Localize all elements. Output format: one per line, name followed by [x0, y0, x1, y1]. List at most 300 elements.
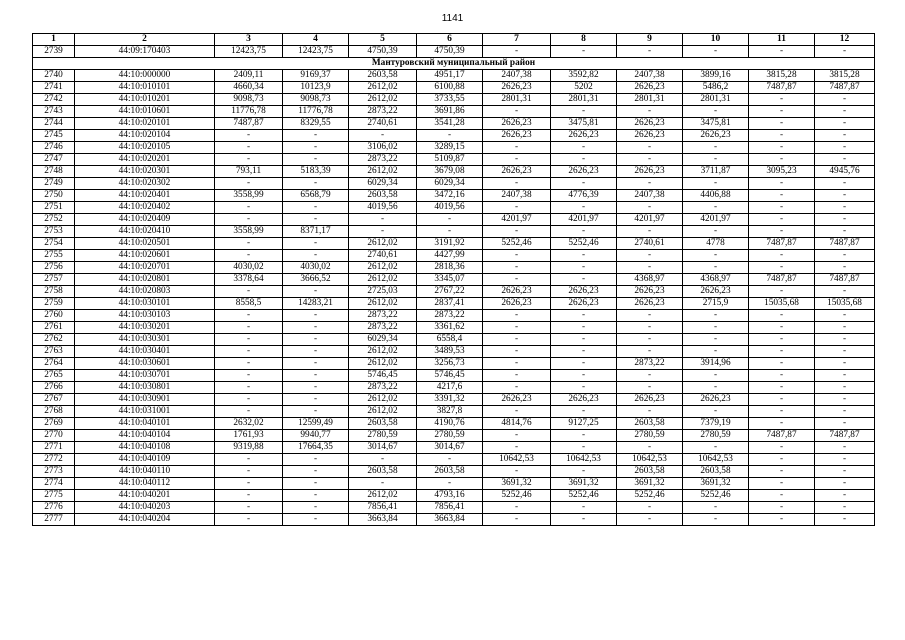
- table-cell: -: [483, 178, 551, 190]
- table-cell: 44:10:020601: [75, 250, 215, 262]
- table-cell: 2754: [33, 238, 75, 250]
- table-cell: 3815,28: [815, 70, 875, 82]
- table-cell: -: [551, 466, 617, 478]
- table-cell: -: [617, 202, 683, 214]
- table-cell: -: [749, 142, 815, 154]
- table-cell: 44:09:170403: [75, 46, 215, 58]
- table-cell: -: [683, 514, 749, 526]
- table-cell: -: [815, 190, 875, 202]
- table-cell: 4750,39: [349, 46, 417, 58]
- table-cell: 2801,31: [483, 94, 551, 106]
- table-cell: -: [483, 202, 551, 214]
- table-cell: 2612,02: [349, 394, 417, 406]
- table-cell: 44:10:040110: [75, 466, 215, 478]
- table-cell: 7487,87: [215, 118, 283, 130]
- table-cell: -: [417, 454, 483, 466]
- table-cell: 4776,39: [551, 190, 617, 202]
- table-cell: -: [215, 466, 283, 478]
- table-cell: 5252,46: [483, 238, 551, 250]
- table-cell: 2626,23: [683, 286, 749, 298]
- table-cell: -: [483, 430, 551, 442]
- table-cell: -: [483, 142, 551, 154]
- table-cell: 2740,61: [617, 238, 683, 250]
- table-row: [33, 142, 875, 154]
- table-cell: -: [815, 250, 875, 262]
- table-cell: 2750: [33, 190, 75, 202]
- table-cell: 3558,99: [215, 226, 283, 238]
- table-cell: 2764: [33, 358, 75, 370]
- table-cell: 3666,52: [283, 274, 349, 286]
- table-cell: 6100,88: [417, 82, 483, 94]
- table-cell: 44:10:020401: [75, 190, 215, 202]
- table-row: [33, 154, 875, 166]
- table-cell: 4778: [683, 238, 749, 250]
- table-cell: 3014,67: [349, 442, 417, 454]
- table-cell: -: [749, 358, 815, 370]
- table-cell: 4951,17: [417, 70, 483, 82]
- table-cell: 3541,28: [417, 118, 483, 130]
- table-cell: -: [815, 442, 875, 454]
- table-cell: -: [749, 502, 815, 514]
- table-cell: 793,11: [215, 166, 283, 178]
- table-cell: -: [683, 262, 749, 274]
- table-cell: 2407,38: [617, 190, 683, 202]
- table-cell: -: [749, 310, 815, 322]
- table-row: [33, 202, 875, 214]
- table-cell: 2745: [33, 130, 75, 142]
- table-cell: -: [815, 214, 875, 226]
- table-cell: 15035,68: [815, 298, 875, 310]
- table-cell: 2761: [33, 322, 75, 334]
- table-cell: 44:10:020402: [75, 202, 215, 214]
- table-cell: 7487,87: [749, 430, 815, 442]
- table-cell: 44:10:040201: [75, 490, 215, 502]
- column-header: 10: [683, 34, 749, 46]
- table-cell: -: [749, 214, 815, 226]
- table-cell: -: [283, 334, 349, 346]
- table-cell: -: [215, 154, 283, 166]
- table-cell: 2612,02: [349, 82, 417, 94]
- table-cell: -: [349, 214, 417, 226]
- table-cell: -: [349, 454, 417, 466]
- table-row: [33, 478, 875, 490]
- table-cell: -: [417, 226, 483, 238]
- table-cell: 2773: [33, 466, 75, 478]
- table-cell: -: [749, 94, 815, 106]
- table-cell: -: [749, 226, 815, 238]
- table-cell: 2632,02: [215, 418, 283, 430]
- table-cell: 3691,32: [483, 478, 551, 490]
- table-row: [33, 106, 875, 118]
- table-cell: 2603,58: [617, 466, 683, 478]
- table-cell: 2766: [33, 382, 75, 394]
- table-cell: -: [283, 286, 349, 298]
- table-cell: 3014,67: [417, 442, 483, 454]
- table-cell: -: [815, 94, 875, 106]
- table-cell: -: [483, 154, 551, 166]
- table-cell: 3489,53: [417, 346, 483, 358]
- table-cell: -: [749, 514, 815, 526]
- table-cell: -: [483, 442, 551, 454]
- table-cell: 4201,97: [483, 214, 551, 226]
- table-cell: 2775: [33, 490, 75, 502]
- table-cell: 2612,02: [349, 274, 417, 286]
- column-header: 4: [283, 34, 349, 46]
- table-cell: 3691,86: [417, 106, 483, 118]
- table-cell: 44:10:030801: [75, 382, 215, 394]
- table-row: [33, 430, 875, 442]
- table-cell: -: [483, 358, 551, 370]
- table-cell: -: [815, 226, 875, 238]
- table-cell: 6029,34: [349, 178, 417, 190]
- table-cell: 3733,55: [417, 94, 483, 106]
- table-cell: 3475,81: [683, 118, 749, 130]
- table-cell: -: [617, 262, 683, 274]
- table-header-row: [33, 34, 875, 46]
- table-cell: -: [283, 322, 349, 334]
- table-cell: 3472,16: [417, 190, 483, 202]
- table-cell: -: [483, 310, 551, 322]
- table-row: [33, 514, 875, 526]
- table-cell: 2603,58: [417, 466, 483, 478]
- table-cell: 44:10:030401: [75, 346, 215, 358]
- table-cell: 2603,58: [349, 70, 417, 82]
- table-row: [33, 178, 875, 190]
- table-row: [33, 370, 875, 382]
- table-row: [33, 130, 875, 142]
- table-cell: 2774: [33, 478, 75, 490]
- table-cell: 4427,99: [417, 250, 483, 262]
- table-cell: -: [617, 106, 683, 118]
- table-cell: 44:10:020701: [75, 262, 215, 274]
- table-cell: -: [215, 310, 283, 322]
- table-cell: 2748: [33, 166, 75, 178]
- table-cell: -: [617, 322, 683, 334]
- table-cell: 2767,22: [417, 286, 483, 298]
- table-cell: 2873,22: [349, 382, 417, 394]
- table-row: [33, 298, 875, 310]
- table-row: [33, 454, 875, 466]
- table-cell: -: [815, 346, 875, 358]
- table-cell: 2603,58: [349, 418, 417, 430]
- table-cell: -: [417, 130, 483, 142]
- table-cell: 3256,73: [417, 358, 483, 370]
- table-body: [33, 46, 875, 526]
- table-cell: -: [215, 490, 283, 502]
- table-cell: 7487,87: [749, 238, 815, 250]
- table-cell: 44:10:030701: [75, 370, 215, 382]
- table-cell: 3815,28: [749, 70, 815, 82]
- table-cell: -: [283, 310, 349, 322]
- table-cell: -: [551, 406, 617, 418]
- table-cell: 44:10:020101: [75, 118, 215, 130]
- table-cell: 44:10:020801: [75, 274, 215, 286]
- table-cell: -: [617, 442, 683, 454]
- table-cell: -: [815, 46, 875, 58]
- table-cell: 10642,53: [617, 454, 683, 466]
- table-row: [33, 394, 875, 406]
- table-cell: 2744: [33, 118, 75, 130]
- table-cell: 2873,22: [417, 310, 483, 322]
- table-cell: -: [215, 142, 283, 154]
- table-cell: -: [617, 370, 683, 382]
- table-cell: 4660,34: [215, 82, 283, 94]
- table-cell: -: [815, 418, 875, 430]
- table-cell: 2873,22: [349, 154, 417, 166]
- table-cell: -: [551, 358, 617, 370]
- table-cell: 2626,23: [483, 298, 551, 310]
- table-cell: 2873,22: [349, 106, 417, 118]
- table-cell: 2626,23: [483, 118, 551, 130]
- table-cell: 9098,73: [283, 94, 349, 106]
- table-cell: 5252,46: [551, 490, 617, 502]
- table-cell: 44:10:020302: [75, 178, 215, 190]
- table-cell: 3558,99: [215, 190, 283, 202]
- table-cell: 2765: [33, 370, 75, 382]
- table-cell: 10642,53: [551, 454, 617, 466]
- table-cell: 8558,5: [215, 298, 283, 310]
- table-cell: 2626,23: [683, 394, 749, 406]
- table-cell: 2780,59: [683, 430, 749, 442]
- table-cell: -: [815, 106, 875, 118]
- table-cell: 2751: [33, 202, 75, 214]
- district-row: [33, 58, 875, 70]
- table-cell: -: [283, 142, 349, 154]
- table-cell: -: [815, 490, 875, 502]
- table-cell: 7487,87: [815, 274, 875, 286]
- table-cell: 2612,02: [349, 406, 417, 418]
- table-row: [33, 418, 875, 430]
- table-cell: 2873,22: [349, 310, 417, 322]
- table-cell: 2747: [33, 154, 75, 166]
- table-cell: -: [551, 274, 617, 286]
- table-cell: 2612,02: [349, 166, 417, 178]
- table-cell: -: [483, 274, 551, 286]
- table-cell: -: [551, 226, 617, 238]
- table-cell: -: [749, 178, 815, 190]
- table-cell: 2777: [33, 514, 75, 526]
- table-cell: 3663,84: [349, 514, 417, 526]
- table-cell: -: [749, 106, 815, 118]
- table-cell: -: [483, 514, 551, 526]
- table-cell: 11776,78: [283, 106, 349, 118]
- table-cell: -: [683, 370, 749, 382]
- table-cell: -: [683, 178, 749, 190]
- table-cell: 5202: [551, 82, 617, 94]
- table-cell: -: [683, 442, 749, 454]
- table-cell: 2626,23: [551, 130, 617, 142]
- table-cell: 44:10:040112: [75, 478, 215, 490]
- table-row: [33, 334, 875, 346]
- table-cell: 4945,76: [815, 166, 875, 178]
- table-cell: 14283,21: [283, 298, 349, 310]
- table-cell: 3679,08: [417, 166, 483, 178]
- table-cell: 17664,35: [283, 442, 349, 454]
- table-cell: 15035,68: [749, 298, 815, 310]
- table-cell: 9098,73: [215, 94, 283, 106]
- table-cell: 3289,15: [417, 142, 483, 154]
- table-cell: -: [483, 382, 551, 394]
- table-cell: 2626,23: [617, 118, 683, 130]
- table-cell: 4030,02: [215, 262, 283, 274]
- table-cell: -: [283, 238, 349, 250]
- table-cell: -: [815, 310, 875, 322]
- table-cell: 2603,58: [349, 466, 417, 478]
- table-cell: -: [683, 334, 749, 346]
- table-cell: -: [283, 202, 349, 214]
- table-cell: 2626,23: [617, 286, 683, 298]
- table-cell: 5252,46: [617, 490, 683, 502]
- table-cell: 5746,45: [349, 370, 417, 382]
- table-cell: -: [483, 322, 551, 334]
- table-cell: -: [215, 514, 283, 526]
- page-number: 1141: [441, 13, 464, 24]
- table-cell: 44:10:040104: [75, 430, 215, 442]
- table-cell: -: [683, 226, 749, 238]
- table-cell: 2818,36: [417, 262, 483, 274]
- table-cell: -: [749, 190, 815, 202]
- table-cell: -: [483, 226, 551, 238]
- table-cell: -: [749, 130, 815, 142]
- table-cell: -: [215, 286, 283, 298]
- table-cell: 4814,76: [483, 418, 551, 430]
- table-cell: -: [815, 478, 875, 490]
- table-cell: -: [617, 142, 683, 154]
- table-cell: 2757: [33, 274, 75, 286]
- table-row: [33, 490, 875, 502]
- table-cell: -: [215, 370, 283, 382]
- table-cell: 7487,87: [815, 430, 875, 442]
- table-cell: -: [617, 310, 683, 322]
- table-cell: 2626,23: [483, 286, 551, 298]
- table-cell: 5252,46: [551, 238, 617, 250]
- table-cell: 44:10:000000: [75, 70, 215, 82]
- table-cell: -: [749, 250, 815, 262]
- table-cell: 2626,23: [483, 82, 551, 94]
- table-cell: -: [815, 454, 875, 466]
- table-cell: -: [551, 346, 617, 358]
- table-cell: 2758: [33, 286, 75, 298]
- table-cell: -: [815, 370, 875, 382]
- table-row: [33, 502, 875, 514]
- table-cell: 4793,16: [417, 490, 483, 502]
- table-cell: -: [215, 394, 283, 406]
- table-cell: -: [815, 130, 875, 142]
- table-cell: 2760: [33, 310, 75, 322]
- table-cell: 4201,97: [617, 214, 683, 226]
- table-cell: 44:10:040203: [75, 502, 215, 514]
- table-row: [33, 382, 875, 394]
- table-cell: 4368,97: [617, 274, 683, 286]
- table-cell: -: [815, 514, 875, 526]
- table-cell: -: [683, 142, 749, 154]
- table-cell: -: [815, 502, 875, 514]
- table-cell: 3691,32: [683, 478, 749, 490]
- table-cell: 2612,02: [349, 358, 417, 370]
- table-row: [33, 322, 875, 334]
- table-cell: 44:10:040109: [75, 454, 215, 466]
- table-cell: -: [749, 490, 815, 502]
- table-cell: -: [749, 46, 815, 58]
- table-cell: -: [483, 106, 551, 118]
- table-cell: 2626,23: [483, 130, 551, 142]
- table-cell: 9169,37: [283, 70, 349, 82]
- table-cell: -: [283, 466, 349, 478]
- table-cell: -: [683, 154, 749, 166]
- table-cell: -: [349, 130, 417, 142]
- table-cell: -: [749, 286, 815, 298]
- table-cell: -: [749, 382, 815, 394]
- table-cell: 4201,97: [551, 214, 617, 226]
- table-cell: -: [215, 202, 283, 214]
- table-cell: 2763: [33, 346, 75, 358]
- table-cell: 44:10:020410: [75, 226, 215, 238]
- table-cell: 7487,87: [749, 274, 815, 286]
- table-row: [33, 82, 875, 94]
- table-cell: -: [483, 334, 551, 346]
- table-cell: 2612,02: [349, 298, 417, 310]
- table-cell: 2626,23: [617, 130, 683, 142]
- table-cell: -: [749, 322, 815, 334]
- table-row: [33, 442, 875, 454]
- table-cell: 2626,23: [483, 394, 551, 406]
- table-cell: -: [551, 262, 617, 274]
- table-row: [33, 358, 875, 370]
- table-cell: 44:10:020409: [75, 214, 215, 226]
- table-cell: 2626,23: [617, 298, 683, 310]
- table-cell: -: [749, 442, 815, 454]
- table-cell: -: [617, 346, 683, 358]
- table-row: [33, 274, 875, 286]
- table-cell: 2780,59: [417, 430, 483, 442]
- table-cell: -: [749, 418, 815, 430]
- table-row: [33, 226, 875, 238]
- table-cell: -: [215, 250, 283, 262]
- table-row: [33, 346, 875, 358]
- table-row: [33, 166, 875, 178]
- table-cell: 2626,23: [617, 166, 683, 178]
- table-cell: 44:10:020501: [75, 238, 215, 250]
- table-cell: -: [283, 394, 349, 406]
- table-cell: -: [551, 46, 617, 58]
- table-cell: 4019,56: [417, 202, 483, 214]
- table-cell: 2873,22: [617, 358, 683, 370]
- table-cell: 2407,38: [483, 190, 551, 202]
- table-cell: -: [749, 346, 815, 358]
- table-cell: 7487,87: [815, 82, 875, 94]
- table-cell: -: [283, 214, 349, 226]
- table-cell: 2776: [33, 502, 75, 514]
- table-cell: 6029,34: [417, 178, 483, 190]
- table-cell: 4201,97: [683, 214, 749, 226]
- table-cell: 2626,23: [617, 82, 683, 94]
- table-cell: -: [749, 202, 815, 214]
- column-header: 5: [349, 34, 417, 46]
- table-cell: 2801,31: [683, 94, 749, 106]
- table-cell: 44:10:030901: [75, 394, 215, 406]
- table-cell: -: [551, 370, 617, 382]
- table-cell: -: [749, 478, 815, 490]
- table-cell: 3691,32: [551, 478, 617, 490]
- table-cell: 2626,23: [617, 394, 683, 406]
- table-cell: 4019,56: [349, 202, 417, 214]
- table-cell: 3899,16: [683, 70, 749, 82]
- table-cell: 10642,53: [483, 454, 551, 466]
- table-cell: -: [683, 106, 749, 118]
- table-cell: 10642,53: [683, 454, 749, 466]
- table-cell: -: [617, 514, 683, 526]
- table-cell: 2740,61: [349, 118, 417, 130]
